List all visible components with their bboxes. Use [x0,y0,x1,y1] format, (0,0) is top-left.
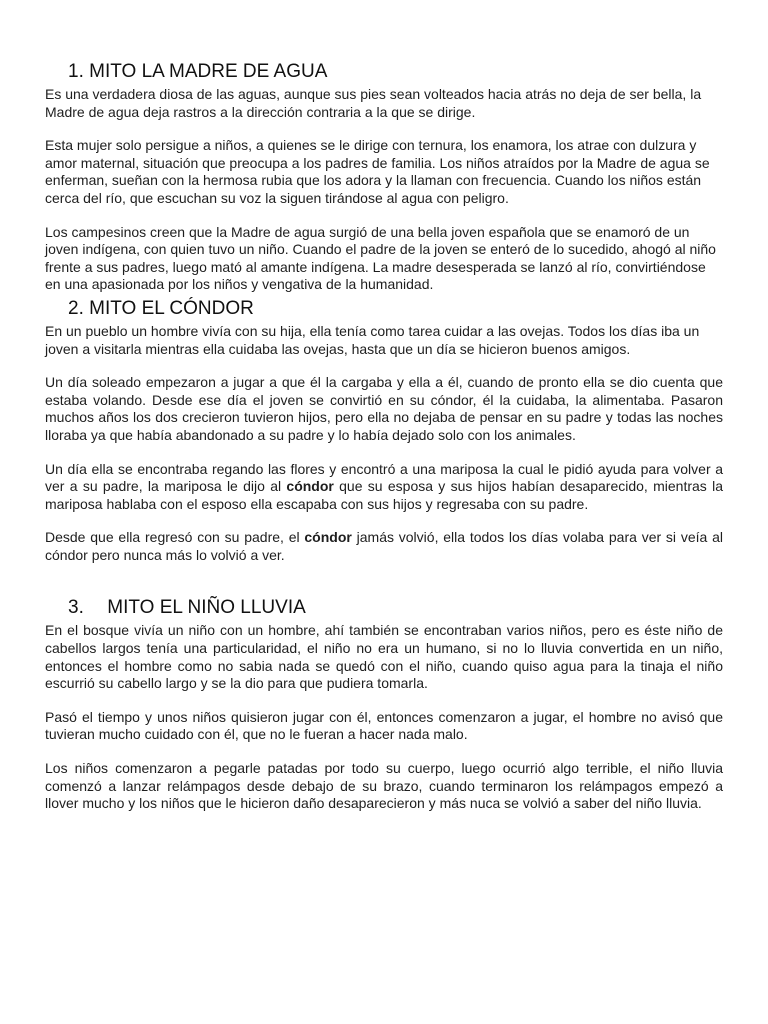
section-nino-lluvia [45,594,723,812]
paragraph [45,529,723,564]
section-title: MITO EL CÓNDOR [89,297,254,319]
section-heading [45,58,723,86]
paragraph: Los campesinos creen que la Madre de agua surgió de una bella joven española que se enamoró de un joven indígena, con quien tuvo un niño. Cuando el padre de la joven se enteró de lo sucedido, ahogó al niño frente a sus padres, luego mató al amante indígena. La madre desesperada se lanzó al río, convirtiéndose en una apasionada por los niños y vengativa de la humanidad. [45,223,716,293]
paragraph-text: Desde que ella regresó con su padre, el [45,529,305,546]
paragraph [45,461,723,514]
paragraph: Pasó el tiempo y unos niños quisieron jugar con él, entonces comenzaron a jugar, el hombre no avisó que tuvieran mucho cuidado con él, que no le fueran a hacer nada malo. [45,708,723,743]
paragraph: Los niños comenzaron a pegarle patadas por todo su cuerpo, luego ocurrió algo terrible, el niño lluvia comenzó a lanzar relámpagos desde debajo de su brazo, cuando terminaron los relámpagos empezó a llover mucho y los niños que le hicieron daño desaparecieron y más nuca se volvió a saber del niño lluvia. [45,760,723,812]
document-page [45,58,723,813]
section-heading [45,295,723,323]
section-number: 1. [68,61,84,82]
paragraph-text: que su esposa y sus hijos habían desaparecido, mientras la mariposa hablaba con el esposo ella escapaba con sus hijos y regresaba con su padre. [45,478,723,512]
section-madre-de-agua [45,58,723,294]
section-title: MITO LA MADRE DE AGUA [89,61,328,82]
paragraph: En un pueblo un hombre vivía con su hija, ella tenía como tarea cuidar a las ovejas. Todos los días iba un joven a visitarla mientras ella cuidaba las ovejas, hasta que un día se hicieron buenos amigos. [45,322,700,357]
paragraph: Un día soleado empezaron a jugar a que él la cargaba y ella a él, cuando de pronto ella se dio cuenta que estaba volando. Desde ese día el joven se convirtió en su cóndor, él la cuidaba, la alimentaba. Pasaron muchos años los dos crecieron tuvieron hijos, pero ella no dejaba de pensar en su padre y todas las noches lloraba ya que había abandonado a su padre y lo había dejado solo con los animales. [45,374,723,443]
paragraph: En el bosque vivía un niño con un hombre, ahí también se encontraban varios niños, pero es éste niño de cabellos largos tenía una particularidad, el niño no era un humano, si no lo lluvia convertida en un niño, entonces el hombre como no sabia nada se quedó con el niño, cuando quiso agua para la tinaja el niño escurrió su cabello largo y se la dio para que pudiera tomarla. [45,622,723,692]
section-title: MITO EL NIÑO LLUVIA [107,597,306,619]
bold-word: cóndor [286,478,334,495]
bold-word: cóndor [304,529,352,546]
paragraph-text: jamás volvió, ella todos los días volaba para ver si veía al cóndor pero nunca más lo volvió a ver. [45,529,723,563]
section-condor [45,295,723,565]
paragraph: Esta mujer solo persigue a niños, a quienes se le dirige con ternura, los enamora, los atrae con dulzura y amor maternal, situación que preocupa a los padres de familia. Los niños atraídos por la Madre de agua se enferman, sueñan con la hermosa rubia que los adora y la llaman con frecuencia. Cuando los niños están cerca del río, que escuchan su voz la siguen tirándose al agua con peligro. [45,137,710,206]
paragraph-text: Un día ella se encontraba regando las flores y encontró a una mariposa la cual le pidió ayuda para volver a ver a su padre, la mariposa le dijo al [45,460,723,495]
paragraph: Es una verdadera diosa de las aguas, aunque sus pies sean volteados hacia atrás no deja de ser bella, la Madre de agua deja rastros a la dirección contraria a la que se dirige. [45,86,702,120]
section-number: 2. [68,297,84,319]
section-number: 3. [68,597,84,619]
section-heading [45,594,723,622]
